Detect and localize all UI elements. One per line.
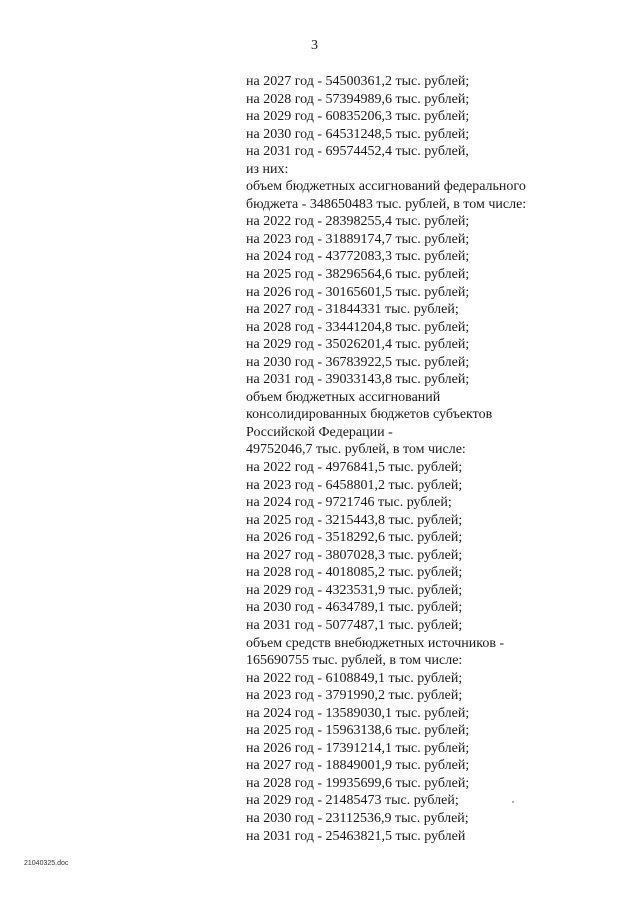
text-line: на 2029 год - 35026201,4 тыс. рублей; <box>246 337 470 353</box>
text-line: на 2030 год - 4634789,1 тыс. рублей; <box>246 600 463 616</box>
text-line: на 2022 год - 6108849,1 тыс. рублей; <box>246 670 463 686</box>
text-line: на 2027 год - 54500361,2 тыс. рублей; <box>246 74 470 89</box>
text-line: на 2031 год - 25463821,5 тыс. рублей <box>246 828 466 844</box>
text-line: из них: <box>246 161 289 177</box>
text-line: на 2025 год - 38296564,6 тыс. рублей; <box>246 267 470 283</box>
text-line: на 2029 год - 21485473 тыс. рублей; <box>246 793 459 809</box>
page-number: 3 <box>311 38 318 53</box>
text-line: бюджета - 348650483 тыс. рублей, в том числе: <box>246 196 527 212</box>
text-line: на 2024 год - 43772083,3 тыс. рублей; <box>246 249 470 265</box>
text-line: на 2023 год - 31889174,7 тыс. рублей; <box>246 231 470 247</box>
text-line: 165690755 тыс. рублей, в том числе: <box>246 653 463 669</box>
text-line: на 2030 год - 64531248,5 тыс. рублей; <box>246 126 470 142</box>
scan-speck <box>512 801 514 803</box>
text-line: на 2025 год - 3215443,8 тыс. рублей; <box>246 512 463 528</box>
text-line: на 2022 год - 4976841,5 тыс. рублей; <box>246 460 463 476</box>
text-line: консолидированных бюджетов субъектов <box>246 407 493 423</box>
text-line: объем бюджетных ассигнований <box>246 389 441 405</box>
text-line: объем средств внебюджетных источников - <box>246 635 505 651</box>
text-line: на 2026 год - 17391214,1 тыс. рублей; <box>246 740 470 756</box>
text-line: на 2027 год - 18849001,9 тыс. рублей; <box>246 758 470 774</box>
text-line: на 2028 год - 33441204,8 тыс. рублей; <box>246 319 470 335</box>
text-line: на 2031 год - 39033143,8 тыс. рублей; <box>246 372 470 388</box>
text-line: на 2031 год - 69574452,4 тыс. рублей, <box>246 144 469 160</box>
text-line: на 2027 год - 31844331 тыс. рублей; <box>246 302 459 318</box>
text-line: на 2023 год - 3791990,2 тыс. рублей; <box>246 688 463 704</box>
text-line: на 2030 год - 23112536,9 тыс. рублей; <box>246 810 469 826</box>
text-line: объем бюджетных ассигнований федерального <box>246 179 526 195</box>
text-line: на 2026 год - 3518292,6 тыс. рублей; <box>246 530 463 546</box>
text-line: на 2030 год - 36783922,5 тыс. рублей; <box>246 354 470 370</box>
text-line: на 2025 год - 15963138,6 тыс. рублей; <box>246 723 470 739</box>
text-line: на 2028 год - 57394989,6 тыс. рублей; <box>246 91 470 107</box>
text-line: на 2028 год - 19935699,6 тыс. рублей; <box>246 775 470 791</box>
text-line: на 2024 год - 13589030,1 тыс. рублей; <box>246 705 470 721</box>
text-line: на 2026 год - 30165601,5 тыс. рублей; <box>246 284 470 300</box>
footer-filename: 21040325.doc <box>24 860 69 867</box>
text-line: на 2029 год - 4323531,9 тыс. рублей; <box>246 582 463 598</box>
text-line: на 2022 год - 28398255,4 тыс. рублей; <box>246 214 470 230</box>
text-line: на 2024 год - 9721746 тыс. рублей; <box>246 495 452 511</box>
text-line: на 2023 год - 6458801,2 тыс. рублей; <box>246 477 463 493</box>
text-block <box>246 73 626 845</box>
text-line: на 2028 год - 4018085,2 тыс. рублей; <box>246 565 463 581</box>
text-line: на 2027 год - 3807028,3 тыс. рублей; <box>246 547 463 563</box>
text-line: на 2031 год - 5077487,1 тыс. рублей; <box>246 617 463 633</box>
text-line: 49752046,7 тыс. рублей, в том числе: <box>246 442 466 458</box>
text-line: Российской Федерации - <box>246 424 393 440</box>
text-line: на 2029 год - 60835206,3 тыс. рублей; <box>246 109 470 125</box>
